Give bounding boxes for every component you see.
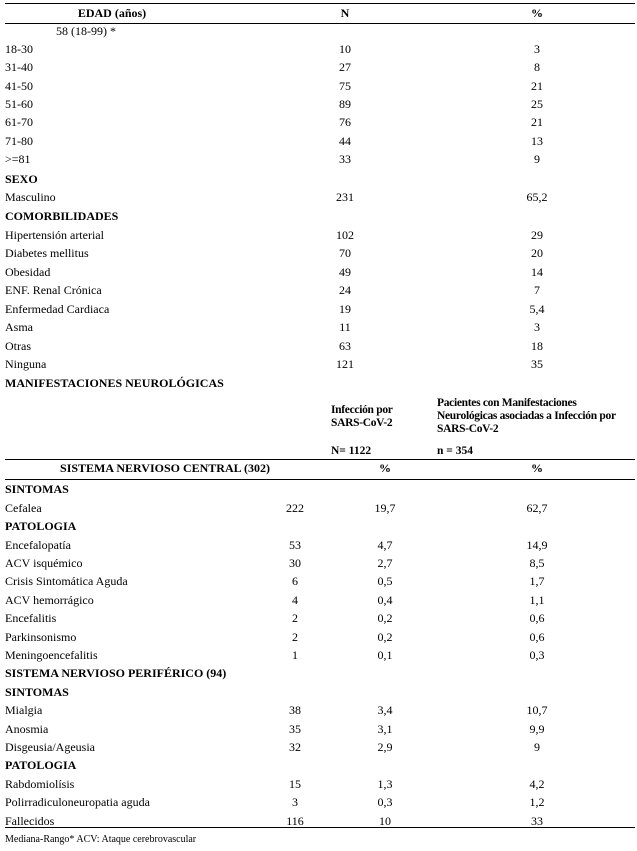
row-pct: 29 <box>531 227 543 242</box>
row-pct-neuro: 4,2 <box>529 776 545 791</box>
row-pct-infeccion: 10 <box>379 813 391 828</box>
table-row <box>0 609 637 627</box>
table-row <box>0 226 637 244</box>
row-n: 11 <box>339 320 351 335</box>
row-n: 75 <box>339 78 351 93</box>
row-pct-neuro: 10,7 <box>526 703 548 718</box>
row-n: 63 <box>339 338 351 353</box>
row-label: Polirradiculoneuropatia aguda <box>5 795 150 810</box>
row-pct: 7 <box>534 283 540 298</box>
row-pct: 35 <box>531 357 543 372</box>
row-pct-neuro: 9 <box>534 739 540 754</box>
section-title: SINTOMAS <box>5 684 69 699</box>
row-label: Fallecidos <box>5 813 55 828</box>
table-row <box>0 150 637 168</box>
row-n: 44 <box>339 133 351 148</box>
row-n: 30 <box>289 555 301 570</box>
row-label: Diabetes mellitus <box>5 246 89 261</box>
row-n: 121 <box>336 357 354 372</box>
snc-header-row <box>0 459 637 477</box>
header-n: N <box>340 6 350 20</box>
section-title: COMORBILIDADES <box>5 208 119 223</box>
row-n: 33 <box>339 151 351 166</box>
row-pct: 25 <box>531 96 543 111</box>
table-header <box>0 4 637 22</box>
table-row <box>0 572 637 590</box>
row-n: 35 <box>289 721 301 736</box>
row-label: Encefalopatía <box>5 537 71 552</box>
row-n: 10 <box>339 42 351 56</box>
row-pct-infeccion: 19,7 <box>374 500 396 515</box>
row-label: ACV isquémico <box>5 555 83 570</box>
row-label: 51-60 <box>5 96 33 111</box>
row-label: Cefalea <box>5 500 42 515</box>
section-title: SISTEMA NERVIOSO PERIFÉRICO (94) <box>5 666 227 681</box>
pct-col-2: % <box>531 461 543 475</box>
row-n: 32 <box>289 739 301 754</box>
row-label: Masculino <box>5 190 56 205</box>
row-label: ACV hemorrágico <box>5 592 94 607</box>
n-neuro: n = 354 <box>437 445 473 457</box>
neuro-section-title: MANIFESTACIONES NEUROLÓGICAS <box>5 376 224 390</box>
row-n: 1 <box>292 647 298 662</box>
row-n: 2 <box>292 629 298 644</box>
row-pct-neuro: 9,9 <box>529 721 545 736</box>
section-header <box>0 756 637 774</box>
row-n: 76 <box>339 115 351 130</box>
row-pct-neuro: 33 <box>531 813 543 828</box>
row-pct-infeccion: 4,7 <box>377 537 393 552</box>
table-row <box>0 95 637 113</box>
row-label: Hipertensión arterial <box>5 227 104 242</box>
row-label: 31-40 <box>5 60 33 75</box>
table-row <box>0 812 637 830</box>
row-label: Ninguna <box>5 357 47 372</box>
section-header <box>0 683 637 701</box>
section-title: SINTOMAS <box>5 482 69 496</box>
row-n: 49 <box>339 264 351 279</box>
row-pct: 65,2 <box>526 190 548 205</box>
row-pct-infeccion: 3,4 <box>377 703 393 718</box>
row-n: 3 <box>292 795 298 810</box>
row-n: 24 <box>339 283 351 298</box>
table-row <box>0 720 637 738</box>
row-n: 6 <box>292 574 298 589</box>
row-label: Obesidad <box>5 264 51 279</box>
table-row <box>0 628 637 646</box>
row-n: 15 <box>289 776 301 791</box>
row-pct-neuro: 8,5 <box>529 555 545 570</box>
row-pct: 21 <box>531 78 543 93</box>
row-label: Parkinsonismo <box>5 629 77 644</box>
row-label: 41-50 <box>5 78 33 93</box>
footnote: Mediana-Rango* ACV: Ataque cerebrovascular <box>5 834 197 845</box>
row-label: ENF. Renal Crónica <box>5 283 102 298</box>
median-row <box>0 22 637 40</box>
row-pct: 3 <box>534 320 540 335</box>
header-pct: % <box>531 6 543 20</box>
col-header-infeccion: Infección por SARS-CoV-2 <box>331 404 393 429</box>
row-label: Encefalitis <box>5 611 57 626</box>
row-pct-neuro: 0,3 <box>529 647 545 662</box>
row-n: 53 <box>289 537 301 552</box>
row-pct: 9 <box>534 151 540 166</box>
row-pct-infeccion: 0,2 <box>377 611 393 626</box>
table-row <box>0 40 637 58</box>
table-row <box>0 113 637 131</box>
row-pct: 8 <box>534 60 540 75</box>
row-n: 102 <box>336 227 354 242</box>
row-pct-neuro: 1,7 <box>529 574 545 589</box>
table-row <box>0 337 637 355</box>
table-row <box>0 58 637 76</box>
table-row <box>0 244 637 262</box>
table-row <box>0 355 637 373</box>
row-label: Crisis Sintomática Aguda <box>5 574 128 589</box>
row-n: 222 <box>286 500 304 515</box>
row-n: 19 <box>339 301 351 316</box>
section-header <box>0 664 637 682</box>
table-row <box>0 646 637 664</box>
pct-col-1: % <box>379 461 391 475</box>
table-row <box>0 263 637 281</box>
section-header <box>0 170 637 188</box>
row-pct: 3 <box>534 42 540 56</box>
row-label: Meningoencefalitis <box>5 647 98 662</box>
row-n: 2 <box>292 611 298 626</box>
row-pct-infeccion: 0,2 <box>377 629 393 644</box>
section-header <box>0 480 637 498</box>
col-header-pacientes: Pacientes con Manifestaciones Neurológicas asociadas a Infección por SARS-CoV-2 <box>437 397 616 435</box>
row-pct: 20 <box>531 246 543 261</box>
row-label: >=81 <box>5 151 31 166</box>
section-header <box>0 207 637 225</box>
row-pct: 5,4 <box>529 301 545 316</box>
row-label: 18-30 <box>5 42 33 56</box>
section-title: PATOLOGIA <box>5 758 77 773</box>
table-row <box>0 77 637 95</box>
row-label: Enfermedad Cardiaca <box>5 301 110 316</box>
table-row <box>0 318 637 336</box>
row-label: Rabdomiolísis <box>5 776 75 791</box>
row-pct-neuro: 1,2 <box>529 795 545 810</box>
row-label: Otras <box>5 338 31 353</box>
section-title: SEXO <box>5 172 38 186</box>
table-row <box>0 554 637 572</box>
row-label: Disgeusia/Ageusia <box>5 739 95 754</box>
row-n: 27 <box>339 60 351 75</box>
table-row <box>0 132 637 150</box>
row-pct: 14 <box>531 264 543 279</box>
row-pct-infeccion: 2,9 <box>377 739 393 754</box>
table-row <box>0 300 637 318</box>
row-pct-infeccion: 0,5 <box>377 574 393 589</box>
table-row <box>0 536 637 554</box>
row-pct-neuro: 62,7 <box>526 500 548 515</box>
row-n: 231 <box>336 190 354 205</box>
row-pct-neuro: 14,9 <box>526 537 548 552</box>
row-pct-neuro: 0,6 <box>529 629 545 644</box>
table-row <box>0 701 637 719</box>
median-value: 58 (18-99) * <box>56 24 116 38</box>
row-n: 4 <box>292 592 298 607</box>
row-pct-infeccion: 1,3 <box>377 776 393 791</box>
row-label: Anosmia <box>5 721 49 736</box>
n-totals-row <box>0 442 637 460</box>
row-pct: 21 <box>531 115 543 130</box>
row-label: Mialgia <box>5 703 43 718</box>
snc-title: SISTEMA NERVIOSO CENTRAL (302) <box>60 461 270 475</box>
section-header <box>0 517 637 535</box>
row-label: 71-80 <box>5 133 33 148</box>
table-row <box>0 188 637 206</box>
row-pct-neuro: 1,1 <box>529 592 545 607</box>
table-row <box>0 499 637 517</box>
row-n: 89 <box>339 96 351 111</box>
section-title: PATOLOGIA <box>5 519 77 533</box>
row-n: 116 <box>286 813 304 828</box>
header-edad: EDAD (años) <box>77 6 147 20</box>
row-n: 70 <box>339 246 351 261</box>
row-pct: 13 <box>531 133 543 148</box>
row-pct-infeccion: 2,7 <box>377 555 393 570</box>
table-row <box>0 281 637 299</box>
row-pct-neuro: 0,6 <box>529 611 545 626</box>
table-row <box>0 738 637 756</box>
row-pct-infeccion: 0,4 <box>377 592 393 607</box>
row-label: 61-70 <box>5 115 33 130</box>
table-row <box>0 591 637 609</box>
n-total: N= 1122 <box>331 445 372 457</box>
row-pct-infeccion: 0,1 <box>377 647 393 662</box>
row-pct: 18 <box>531 338 543 353</box>
row-pct-infeccion: 3,1 <box>377 721 393 736</box>
table-row <box>0 775 637 793</box>
table-row <box>0 793 637 811</box>
row-label: Asma <box>5 320 33 335</box>
row-pct-infeccion: 0,3 <box>377 795 393 810</box>
row-n: 38 <box>289 703 301 718</box>
